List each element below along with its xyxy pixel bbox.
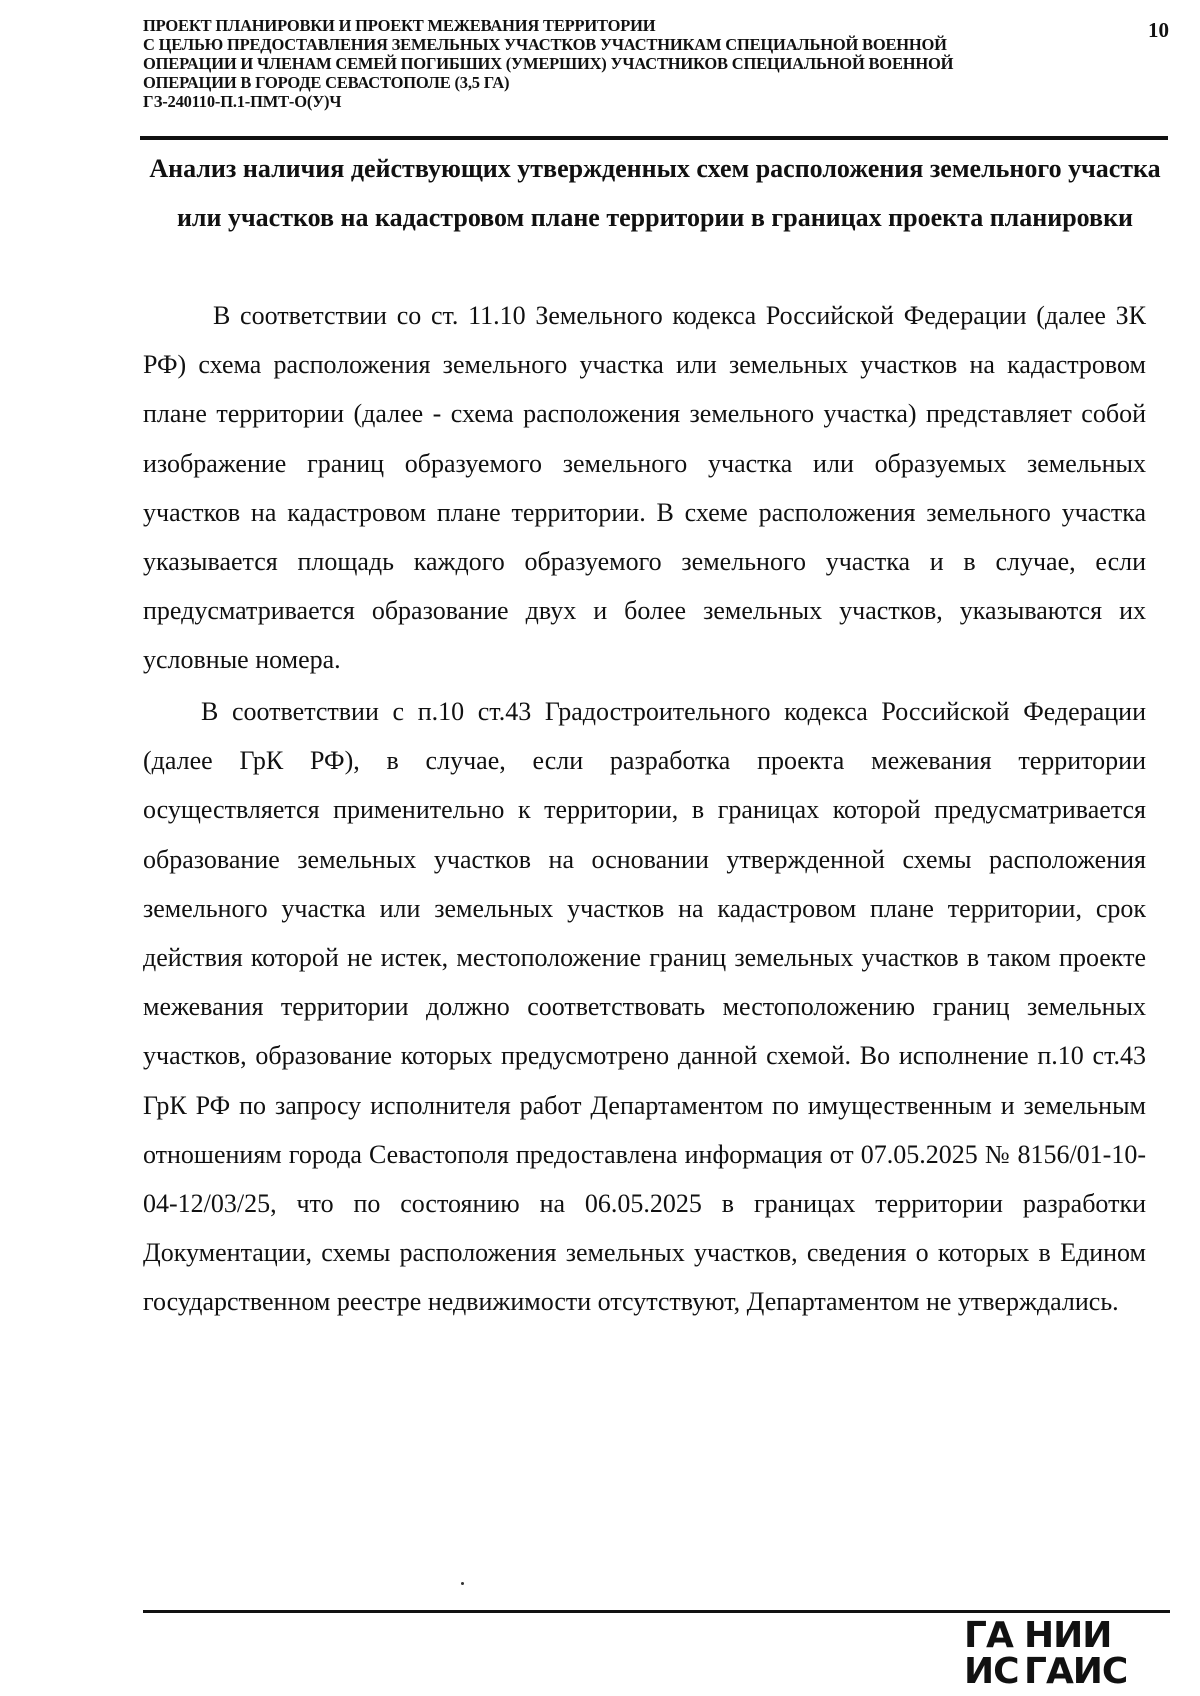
logo-text-bottom-left: ИС xyxy=(964,1651,1019,1692)
header-line-2: С ЦЕЛЬЮ ПРЕДОСТАВЛЕНИЯ ЗЕМЕЛЬНЫХ УЧАСТКОВ УЧАСТНИКАМ СПЕЦИАЛЬНОЙ ВОЕННОЙ xyxy=(143,35,947,54)
paragraph-2: В соответствии с п.10 ст.43 Градостроительного кодекса Российской Федерации (далее ГрК РФ), в случае, если разработка проекта межевания территории осуществляется применительно к территории, в границах которой предусматривается образование земельных участков на основании утвержденной схемы расположения земельного участка или земельных участков на кадастровом плане территории, срок действия которой не истек, местоположение границ земельных участков в таком проекте межевания территории должно соответствовать местоположению границ земельных участков, образование которых предусмотрено данной схемой. Во исполнение п.10 ст.43 ГрК РФ по запросу исполнителя работ Департаментом по имущественным и земельным отношениям города Севастополя предоставлена информация от 07.05.2025 № 8156/01-10-04-12/03/25, что по состоянию на 06.05.2025 в границах территории разработки Документации, схемы расположения земельных участков, сведения о которых в Едином государственном реестре недвижимости отсутствуют, Департаментом не утверждались. xyxy=(143,697,1146,1317)
logo-text-bottom-right: ГАИС xyxy=(1024,1651,1128,1692)
header-divider xyxy=(140,136,1168,140)
header-line-1: ПРОЕКТ ПЛАНИРОВКИ И ПРОЕКТ МЕЖЕВАНИЯ ТЕРРИТОРИИ xyxy=(143,16,656,35)
logo-text-top-left: ГА xyxy=(964,1615,1013,1656)
scan-speck xyxy=(461,1582,464,1585)
page-number: 10 xyxy=(1148,18,1169,42)
paragraph-1: В соответствии со ст. 11.10 Земельного кодекса Российской Федерации (далее ЗК РФ) схема расположения земельного участка или земельных участков на кадастровом плане территории (далее - схема расположения земельного участка) представляет собой изображение границ образуемого земельного участка или образуемых земельных участков на кадастровом плане территории. В схеме расположения земельного участка указывается площадь каждого образуемого земельного участка и в случае, если предусматривается образование двух и более земельных участков, указываются их условные номера. xyxy=(143,301,1146,675)
header-line-3: ОПЕРАЦИИ И ЧЛЕНАМ СЕМЕЙ ПОГИБШИХ (УМЕРШИХ) УЧАСТНИКОВ СПЕЦИАЛЬНОЙ ВОЕННОЙ xyxy=(143,54,954,73)
company-logo xyxy=(964,1615,1164,1692)
section-title: Анализ наличия действующих утвержденных схем расположения земельного участка или участков на кадастровом плане территории в границах проекта планировки xyxy=(149,154,1161,232)
document-header xyxy=(143,16,1103,111)
footer-divider xyxy=(143,1610,1170,1613)
logo-text-top-right: НИИ xyxy=(1024,1615,1112,1656)
header-line-4: ОПЕРАЦИИ В ГОРОДЕ СЕВАСТОПОЛЕ (3,5 ГА) xyxy=(143,73,510,92)
document-code: ГЗ-240110-П.1-ПМТ-О(У)Ч xyxy=(143,92,342,111)
